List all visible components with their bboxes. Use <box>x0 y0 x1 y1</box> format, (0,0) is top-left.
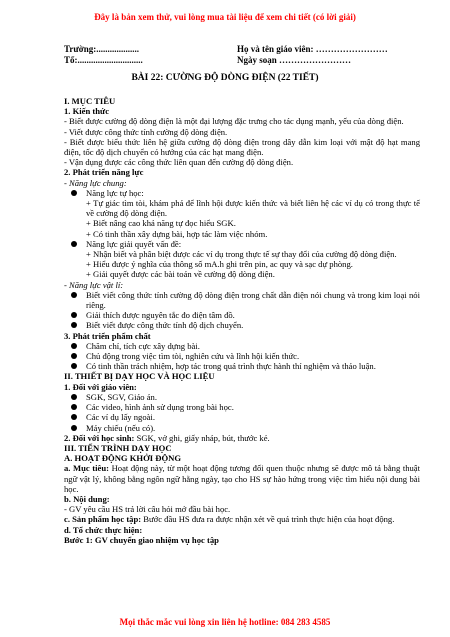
activity-heading: A. HOẠT ĐỘNG KHỞI ĐỘNG <box>64 453 182 464</box>
bullet-item: SGK, SGV, Giáo án. <box>64 392 420 402</box>
organization-label: d. Tổ chức thực hiện: <box>64 524 143 535</box>
sub-item: + Giải quyết được các bài toán về cường độ dòng điện. <box>86 269 275 280</box>
bullet-item: Có tinh thần trách nhiệm, hợp tác trong quá trình thực hành thí nghiệm và thảo luận. <box>64 361 420 371</box>
bullet-icon <box>71 394 77 400</box>
content-paragraph: - GV yêu cầu HS trả lời câu hỏi mở đầu bài học. <box>64 504 231 515</box>
knowledge-item: - Biết được biểu thức liên hệ giữa cường độ dòng điện trong dây dẫn kim loại với mật độ hạt mang điện, tốc độ dịch chuyển có hướng của các hạt mang điện. <box>64 136 420 158</box>
student-materials: 2. Đối với học sinh: SGK, vở ghi, giấy nháp, bút, thước kẻ. <box>64 432 270 443</box>
lesson-title: BÀI 22: CƯỜNG ĐỘ DÒNG ĐIỆN (22 TIẾT) <box>131 73 319 83</box>
section-heading-objectives: I. MỤC TIÊU <box>64 96 116 106</box>
bullet-item: Giải thích được nguyên tắc đo điện tâm đồ. <box>64 310 420 320</box>
bullet-item: Chăm chỉ, tích cực xây dựng bài. <box>64 341 420 351</box>
bullet-icon <box>71 414 77 420</box>
school-field: Trường:................... <box>64 44 139 54</box>
sub-item: + Hiểu được ý nghĩa của thông số mA.h ghi trên pin, ac quy và sạc dự phòng. <box>86 259 353 270</box>
bullet-icon <box>71 404 77 410</box>
bullet-icon <box>71 353 77 359</box>
preview-notice-banner: Đây là bản xem thử, vui lòng mua tài liệu để xem chi tiết (có lời giải) <box>94 12 356 22</box>
bullet-icon <box>71 312 77 318</box>
sub-item: + Tự giác tìm tòi, khám phá để lĩnh hội được kiến thức và biết liên hệ các ví dụ có trong thực tế về cường độ dòng điện. <box>86 198 420 219</box>
bullet-icon <box>71 241 77 247</box>
date-field: Ngày soạn …………………… <box>237 55 352 65</box>
subheading-knowledge: 1. Kiến thức <box>64 106 110 117</box>
bullet-icon <box>71 363 77 369</box>
section-heading-equipment: II. THIẾT BỊ DẠY HỌC VÀ HỌC LIỆU <box>64 371 215 382</box>
bullet-item: Các video, hình ảnh sử dụng trong bài học. <box>64 402 420 412</box>
objective-paragraph: a. Mục tiêu: Hoạt động này, từ một hoạt động tương đối quen thuộc nhưng sẽ được mô tả bằng thuật ngữ vật lý, không bằng ngôn ngữ hằng ngày, tạo cho HS sự hào hứng trong việc tìm hiểu nội dung bài học. <box>64 463 421 494</box>
hotline-banner: Mọi thắc mắc vui lòng xin liên hệ hotline: 084 283 4585 <box>119 617 331 627</box>
sub-item: + Nhận biết và phân biệt được các ví dụ trong thực tế sự thay đổi của cường độ dòng điện. <box>86 249 397 260</box>
bullet-icon <box>71 322 77 328</box>
bullet-item: Biết viết được công thức tính độ dịch chuyển. <box>64 320 420 330</box>
bullet-item: Máy chiếu (nếu có). <box>64 423 420 433</box>
knowledge-item: - Biết được cường độ dòng điện là một đại lượng đặc trưng cho tác dụng mạnh, yếu của dòng điện. <box>64 116 404 127</box>
group-field: Tổ:............................. <box>64 55 143 65</box>
subheading-qualities: 3. Phát triển phẩm chất <box>64 330 151 341</box>
bullet-item: Biết viết công thức tính cường độ dòng điện trong chất dẫn điện nói chung và trong kim loại nói riêng. <box>64 290 420 310</box>
bullet-item: Năng lực tự học: <box>64 188 420 198</box>
subheading-competence: 2. Phát triển năng lực <box>64 167 144 178</box>
section-heading-process: III. TIẾN TRÌNH DẠY HỌC <box>64 442 172 453</box>
sub-item: + Biết nâng cao khả năng tự đọc hiểu SGK. <box>86 218 236 229</box>
content-label: b. Nội dung: <box>64 493 110 504</box>
bullet-icon <box>71 343 77 349</box>
sub-item: + Có tinh thần xây dựng bài, hợp tác làm việc nhóm. <box>86 228 268 239</box>
bullet-icon <box>71 190 77 196</box>
product-paragraph: c. Sản phẩm học tập: Bước đầu HS đưa ra được nhận xét về quá trình thực hiện của hoạt động. <box>64 514 395 525</box>
bullet-icon <box>71 292 77 298</box>
step-heading: Bước 1: GV chuyển giao nhiệm vụ học tập <box>64 534 219 545</box>
knowledge-item: - Vận dụng được các công thức liên quan đến cường độ dòng điện. <box>64 157 294 168</box>
subheading-teacher: 1. Đối với giáo viên: <box>64 381 137 392</box>
bullet-item: Chủ động trong việc tìm tòi, nghiên cứu và lĩnh hội kiến thức. <box>64 351 420 361</box>
teacher-field: Họ và tên giáo viên: …………………… <box>237 44 388 54</box>
bullet-item: Năng lực giải quyết vấn đề: <box>64 239 420 249</box>
knowledge-item: - Viết được công thức tính cường độ dòng điện. <box>64 126 228 137</box>
bullet-icon <box>71 425 77 431</box>
general-competence-label: - Năng lực chung: <box>64 177 127 188</box>
physics-competence-label: - Năng lực vật lí: <box>64 279 124 290</box>
document-body <box>64 96 420 545</box>
bullet-item: Các ví dụ lấy ngoài. <box>64 412 420 422</box>
